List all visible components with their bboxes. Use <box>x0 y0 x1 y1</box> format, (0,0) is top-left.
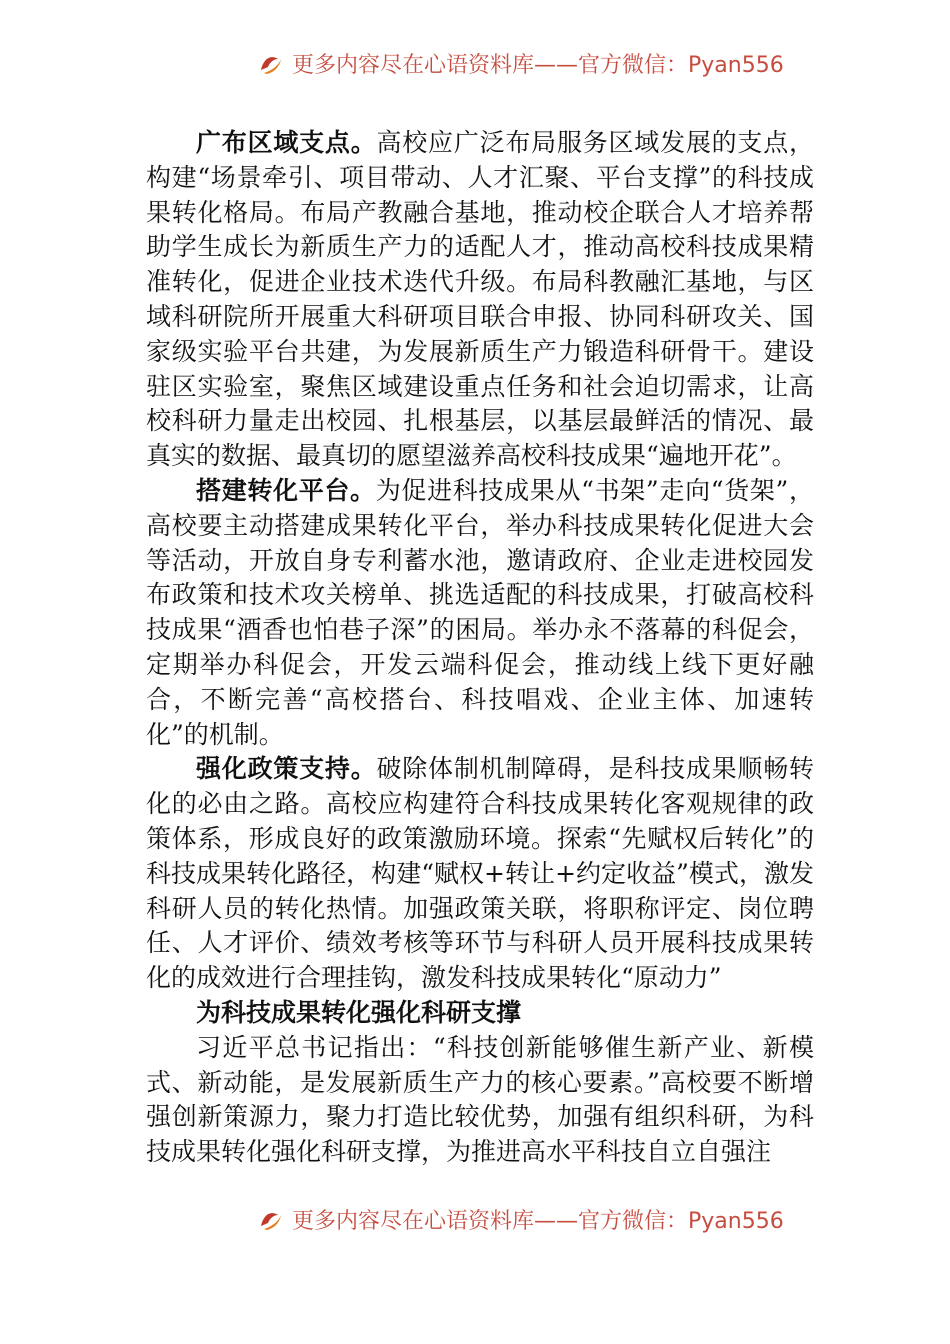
paragraph-transfer-platform <box>146 474 814 752</box>
watermark-banner-bottom <box>0 1200 950 1244</box>
paragraph-quote: 习近平总书记指出：“科技创新能够催生新产业、新模式、新动能，是发展新质生产力的核心要素。”高校要不断增强创新策源力，聚力打造比较优势，加强有组织科研，为科技成果转化强化科研支撑，为推进高水平科技自立自强注 <box>146 1032 814 1167</box>
logo-icon <box>258 1209 284 1231</box>
section-heading: 为科技成果转化强化科研支撑 <box>196 997 522 1027</box>
paragraph-policy-support <box>146 752 814 996</box>
logo-icon <box>258 53 284 75</box>
paragraph-regional-hubs <box>146 126 814 474</box>
paragraph-lead: 强化政策支持。 <box>196 754 377 784</box>
watermark-text: 更多内容尽在心语资料库——官方微信：Pyan556 <box>292 1209 784 1234</box>
watermark-banner-top <box>0 44 950 88</box>
paragraph-lead: 搭建转化平台。 <box>196 475 376 505</box>
article-body <box>146 126 814 1170</box>
paragraph-body: 为促进科技成果从“书架”走向“货架”，高校要主动搭建成果转化平台，举办科技成果转化促进大会等活动，开放自身专利蓄水池，邀请政府、企业走进校园发布政策和技术攻关榜单、挑选适配的科技成果，打破高校科技成果“酒香也怕巷子深”的困局。举办永不落幕的科促会，定期举办科促会，开发云端科促会，推动线上线下更好融合，不断完善“高校搭台、科技唱戏、企业主体、加速转化”的机制。 <box>146 475 814 749</box>
paragraph-body: 高校应广泛布局服务区域发展的支点，构建“场景牵引、项目带动、人才汇聚、平台支撑”的科技成果转化格局。布局产教融合基地，推动校企联合人才培养帮助学生成长为新质生产力的适配人才，推动高校科技成果精准转化，促进企业技术迭代升级。布局科教融汇基地，与区域科研院所开展重大科研项目联合申报、协同科研攻关、国家级实验平台共建，为发展新质生产力锻造科研骨干。建设驻区实验室，聚焦区域建设重点任务和社会迫切需求，让高校科研力量走出校园、扎根基层，以基层最鲜活的情况、最真实的数据、最真切的愿望滋养高校科技成果“遍地开花”。 <box>146 128 814 471</box>
paragraph-body: 破除体制机制障碍，是科技成果顺畅转化的必由之路。高校应构建符合科技成果转化客观规律的政策体系，形成良好的政策激励环境。探索“先赋权后转化”的科技成果转化路径，构建“赋权+转让+约定收益”模式，激发科研人员的转化热情。加强政策关联，将职称评定、岗位聘任、人才评价、绩效考核等环节与科研人员开展科技成果转化的成效进行合理挂钩，激发科技成果转化“原动力” <box>146 754 814 993</box>
paragraph-lead: 广布区域支点。 <box>196 128 377 157</box>
watermark-text: 更多内容尽在心语资料库——官方微信：Pyan556 <box>292 53 784 78</box>
